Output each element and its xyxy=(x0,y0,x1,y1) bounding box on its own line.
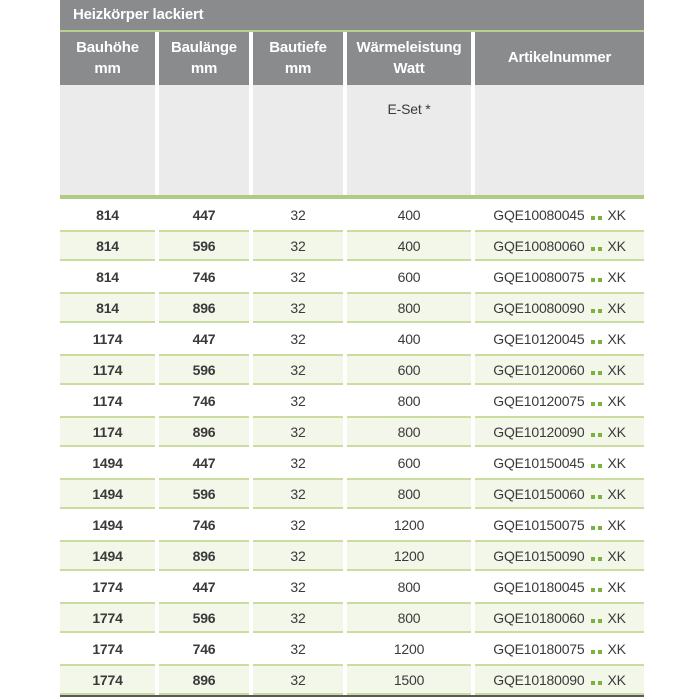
cell-bautiefe: 32 xyxy=(253,602,343,633)
green-dot-icon xyxy=(591,371,595,375)
cell-baulaenge: 447 xyxy=(159,447,249,478)
cell-artikelnummer xyxy=(475,261,644,292)
green-dot-icon xyxy=(598,526,602,530)
green-dot-icon xyxy=(598,278,602,282)
table-row xyxy=(60,602,644,633)
artikel-code: GQE10080060 xyxy=(493,237,585,254)
artikel-code: GQE10120075 xyxy=(493,392,585,409)
cell-bautiefe: 32 xyxy=(253,385,343,416)
cell-bauhoehe: 1494 xyxy=(60,509,155,540)
cell-bauhoehe: 1494 xyxy=(60,540,155,571)
color-placeholder-dots-icon xyxy=(591,309,602,313)
green-dot-icon xyxy=(598,309,602,313)
cell-waermeleistung: 1500 xyxy=(347,664,471,695)
cell-baulaenge: 596 xyxy=(159,230,249,261)
green-dot-icon xyxy=(598,588,602,592)
cell-waermeleistung: 600 xyxy=(347,354,471,385)
cell-bauhoehe: 1774 xyxy=(60,602,155,633)
color-placeholder-dots-icon xyxy=(591,495,602,499)
artikel-code: GQE10180060 xyxy=(493,609,585,626)
green-dot-icon xyxy=(591,433,595,437)
color-placeholder-dots-icon xyxy=(591,216,602,220)
cell-baulaenge: 447 xyxy=(159,199,249,230)
cell-bauhoehe: 1494 xyxy=(60,447,155,478)
green-dot-icon xyxy=(598,216,602,220)
green-dot-icon xyxy=(591,247,595,251)
artikel-suffix: XK xyxy=(607,237,626,254)
color-placeholder-dots-icon xyxy=(591,681,602,685)
artikel-code: GQE10120060 xyxy=(493,361,585,378)
cell-bautiefe: 32 xyxy=(253,323,343,354)
color-placeholder-dots-icon xyxy=(591,340,602,344)
green-dot-icon xyxy=(591,588,595,592)
cell-bauhoehe: 814 xyxy=(60,261,155,292)
artikel-code: GQE10120090 xyxy=(493,423,585,440)
green-dot-icon xyxy=(598,433,602,437)
table-body xyxy=(60,199,644,695)
artikel-suffix: XK xyxy=(607,206,626,223)
color-placeholder-dots-icon xyxy=(591,433,602,437)
table-row xyxy=(60,664,644,695)
color-placeholder-dots-icon xyxy=(591,619,602,623)
cell-baulaenge: 746 xyxy=(159,261,249,292)
artikel-code: GQE10150045 xyxy=(493,454,585,471)
artikel-suffix: XK xyxy=(607,640,626,657)
artikel-suffix: XK xyxy=(607,609,626,626)
cell-bautiefe: 32 xyxy=(253,633,343,664)
cell-baulaenge: 896 xyxy=(159,540,249,571)
green-dot-icon xyxy=(598,247,602,251)
cell-bautiefe: 32 xyxy=(253,478,343,509)
cell-artikelnummer xyxy=(475,509,644,540)
cell-waermeleistung: 400 xyxy=(347,199,471,230)
artikel-suffix: XK xyxy=(607,516,626,533)
cell-artikelnummer xyxy=(475,230,644,261)
cell-bautiefe: 32 xyxy=(253,230,343,261)
cell-artikelnummer xyxy=(475,323,644,354)
subheader-cell-artikelnummer xyxy=(475,85,644,195)
cell-artikelnummer xyxy=(475,664,644,695)
table-row xyxy=(60,199,644,230)
table-subheader-row xyxy=(60,85,644,195)
cell-waermeleistung: 800 xyxy=(347,416,471,447)
cell-bautiefe: 32 xyxy=(253,571,343,602)
table-row xyxy=(60,323,644,354)
cell-artikelnummer xyxy=(475,354,644,385)
cell-bauhoehe: 814 xyxy=(60,199,155,230)
cell-baulaenge: 896 xyxy=(159,292,249,323)
cell-baulaenge: 596 xyxy=(159,602,249,633)
column-unit: mm xyxy=(284,59,312,77)
cell-bautiefe: 32 xyxy=(253,664,343,695)
column-label: Artikelnummer xyxy=(507,49,612,67)
cell-bauhoehe: 814 xyxy=(60,230,155,261)
green-dot-icon xyxy=(591,650,595,654)
green-dot-icon xyxy=(591,526,595,530)
table-row xyxy=(60,230,644,261)
cell-bautiefe: 32 xyxy=(253,540,343,571)
cell-baulaenge: 746 xyxy=(159,509,249,540)
green-dot-icon xyxy=(591,340,595,344)
green-dot-icon xyxy=(591,557,595,561)
cell-bauhoehe: 1774 xyxy=(60,633,155,664)
green-dot-icon xyxy=(598,371,602,375)
cell-waermeleistung: 800 xyxy=(347,571,471,602)
green-dot-icon xyxy=(598,681,602,685)
table-row xyxy=(60,447,644,478)
cell-baulaenge: 896 xyxy=(159,664,249,695)
cell-baulaenge: 746 xyxy=(159,385,249,416)
cell-artikelnummer xyxy=(475,447,644,478)
cell-artikelnummer xyxy=(475,292,644,323)
cell-artikelnummer xyxy=(475,478,644,509)
cell-bautiefe: 32 xyxy=(253,354,343,385)
eset-label: E-Set * xyxy=(387,101,431,117)
color-placeholder-dots-icon xyxy=(591,278,602,282)
artikel-code: GQE10150090 xyxy=(493,547,585,564)
table-bottom-border xyxy=(60,695,644,697)
cell-waermeleistung: 1200 xyxy=(347,633,471,664)
column-header-bautiefe xyxy=(253,32,343,85)
cell-bauhoehe: 1174 xyxy=(60,416,155,447)
artikel-suffix: XK xyxy=(607,454,626,471)
artikel-suffix: XK xyxy=(607,578,626,595)
cell-bautiefe: 32 xyxy=(253,292,343,323)
green-dot-icon xyxy=(598,495,602,499)
color-placeholder-dots-icon xyxy=(591,650,602,654)
cell-baulaenge: 447 xyxy=(159,323,249,354)
artikel-code: GQE10120045 xyxy=(493,330,585,347)
cell-bauhoehe: 1774 xyxy=(60,571,155,602)
cell-waermeleistung: 800 xyxy=(347,292,471,323)
column-header-bauhoehe xyxy=(60,32,155,85)
color-placeholder-dots-icon xyxy=(591,557,602,561)
artikel-suffix: XK xyxy=(607,299,626,316)
cell-bauhoehe: 1174 xyxy=(60,385,155,416)
artikel-suffix: XK xyxy=(607,485,626,502)
table-row xyxy=(60,261,644,292)
cell-waermeleistung: 600 xyxy=(347,261,471,292)
cell-artikelnummer xyxy=(475,633,644,664)
subheader-cell-bauhoehe xyxy=(60,85,155,195)
cell-bauhoehe: 814 xyxy=(60,292,155,323)
artikel-suffix: XK xyxy=(607,361,626,378)
cell-waermeleistung: 800 xyxy=(347,478,471,509)
color-placeholder-dots-icon xyxy=(591,371,602,375)
table-row xyxy=(60,292,644,323)
column-header-baulaenge xyxy=(159,32,249,85)
color-placeholder-dots-icon xyxy=(591,464,602,468)
table-row xyxy=(60,540,644,571)
green-dot-icon xyxy=(591,464,595,468)
radiator-spec-table xyxy=(60,0,644,697)
artikel-code: GQE10180045 xyxy=(493,578,585,595)
artikel-code: GQE10180090 xyxy=(493,671,585,688)
subheader-cell-bautiefe xyxy=(253,85,343,195)
table-row xyxy=(60,416,644,447)
cell-bautiefe: 32 xyxy=(253,199,343,230)
column-unit: mm xyxy=(94,59,121,77)
column-unit: mm xyxy=(190,59,218,77)
cell-bautiefe: 32 xyxy=(253,509,343,540)
cell-artikelnummer xyxy=(475,199,644,230)
color-placeholder-dots-icon xyxy=(591,402,602,406)
cell-baulaenge: 596 xyxy=(159,478,249,509)
green-dot-icon xyxy=(598,619,602,623)
subheader-cell-baulaenge xyxy=(159,85,249,195)
cell-waermeleistung: 800 xyxy=(347,385,471,416)
cell-bautiefe: 32 xyxy=(253,447,343,478)
artikel-code: GQE10180075 xyxy=(493,640,585,657)
green-dot-icon xyxy=(591,309,595,313)
artikel-code: GQE10080090 xyxy=(493,299,585,316)
green-dot-icon xyxy=(591,402,595,406)
table-title: Heizkörper lackiert xyxy=(60,0,644,30)
cell-waermeleistung: 600 xyxy=(347,447,471,478)
column-header-waermeleistung xyxy=(347,32,471,85)
column-header-artikelnummer xyxy=(475,32,644,85)
cell-artikelnummer xyxy=(475,540,644,571)
cell-bautiefe: 32 xyxy=(253,416,343,447)
green-dot-icon xyxy=(591,216,595,220)
column-label: Bauhöhe xyxy=(76,39,139,57)
table-row xyxy=(60,385,644,416)
cell-bauhoehe: 1774 xyxy=(60,664,155,695)
color-placeholder-dots-icon xyxy=(591,247,602,251)
table-row xyxy=(60,478,644,509)
green-dot-icon xyxy=(598,464,602,468)
table-row xyxy=(60,509,644,540)
cell-waermeleistung: 400 xyxy=(347,230,471,261)
cell-waermeleistung: 400 xyxy=(347,323,471,354)
cell-baulaenge: 447 xyxy=(159,571,249,602)
cell-baulaenge: 896 xyxy=(159,416,249,447)
column-unit: Watt xyxy=(393,59,425,77)
artikel-suffix: XK xyxy=(607,547,626,564)
subheader-cell-eset xyxy=(347,85,471,195)
cell-artikelnummer xyxy=(475,385,644,416)
cell-bauhoehe: 1174 xyxy=(60,354,155,385)
color-placeholder-dots-icon xyxy=(591,526,602,530)
green-dot-icon xyxy=(591,681,595,685)
cell-bauhoehe: 1494 xyxy=(60,478,155,509)
artikel-code: GQE10150075 xyxy=(493,516,585,533)
green-dot-icon xyxy=(591,495,595,499)
artikel-suffix: XK xyxy=(607,423,626,440)
green-dot-icon xyxy=(591,619,595,623)
cell-waermeleistung: 800 xyxy=(347,602,471,633)
artikel-code: GQE10150060 xyxy=(493,485,585,502)
cell-baulaenge: 596 xyxy=(159,354,249,385)
cell-artikelnummer xyxy=(475,416,644,447)
cell-baulaenge: 746 xyxy=(159,633,249,664)
cell-bautiefe: 32 xyxy=(253,261,343,292)
color-placeholder-dots-icon xyxy=(591,588,602,592)
column-label: Bautiefe xyxy=(269,39,327,57)
artikel-suffix: XK xyxy=(607,671,626,688)
table-row xyxy=(60,354,644,385)
cell-artikelnummer xyxy=(475,602,644,633)
cell-waermeleistung: 1200 xyxy=(347,540,471,571)
table-row xyxy=(60,571,644,602)
table-header-row xyxy=(60,32,644,85)
green-dot-icon xyxy=(598,557,602,561)
artikel-code: GQE10080045 xyxy=(493,206,585,223)
artikel-suffix: XK xyxy=(607,392,626,409)
green-dot-icon xyxy=(598,402,602,406)
artikel-code: GQE10080075 xyxy=(493,268,585,285)
cell-waermeleistung: 1200 xyxy=(347,509,471,540)
green-dot-icon xyxy=(598,650,602,654)
column-label: Baulänge xyxy=(171,39,237,57)
cell-artikelnummer xyxy=(475,571,644,602)
column-label: Wärmeleistung xyxy=(356,39,462,57)
cell-bauhoehe: 1174 xyxy=(60,323,155,354)
green-dot-icon xyxy=(591,278,595,282)
artikel-suffix: XK xyxy=(607,268,626,285)
artikel-suffix: XK xyxy=(607,330,626,347)
green-dot-icon xyxy=(598,340,602,344)
table-row xyxy=(60,633,644,664)
